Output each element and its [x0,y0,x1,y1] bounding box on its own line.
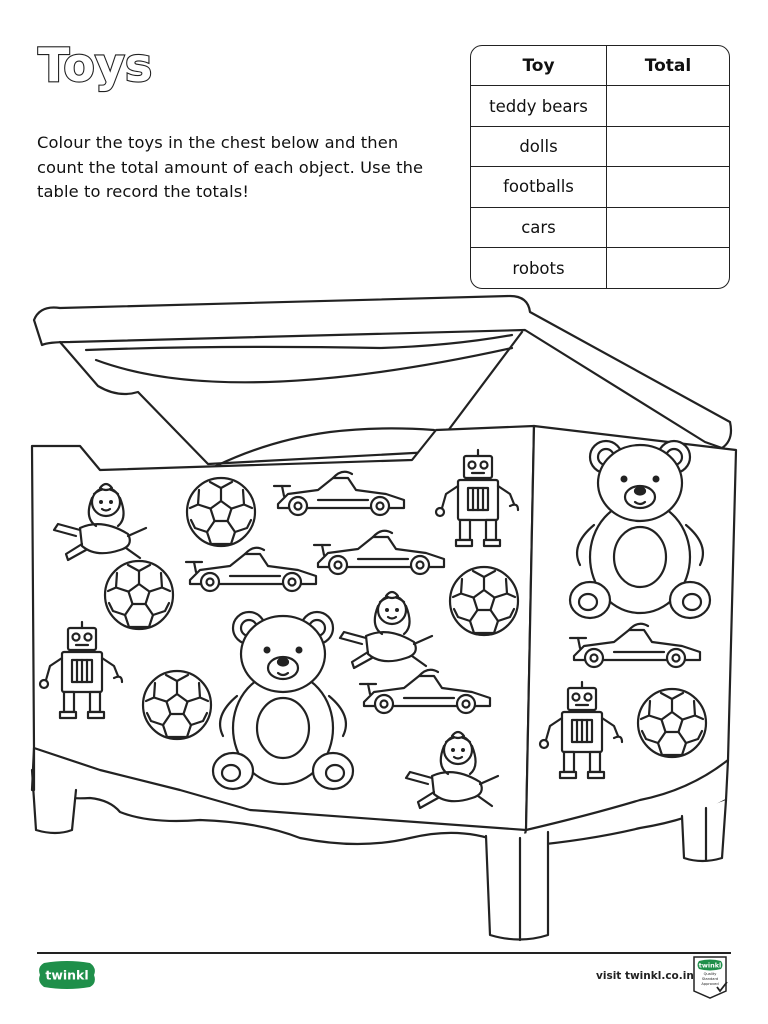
football-icon [187,478,255,546]
football-icon [638,689,706,757]
footer-divider [37,952,731,954]
quality-badge-icon [690,955,730,999]
total-cell[interactable] [607,167,729,206]
instructions-text: Colour the toys in the chest below and then count the total amount of each object. Use the table to record the totals! [37,133,424,201]
badge-brand: twinkl [698,961,722,970]
football-icon [143,671,211,739]
total-cell[interactable] [607,86,729,125]
toy-cell: cars [471,208,607,247]
total-cell[interactable] [607,127,729,166]
toy-cell: footballs [471,167,607,206]
table-row [471,248,729,288]
total-cell[interactable] [607,248,729,288]
football-icon [450,567,518,635]
table-header-row [471,46,729,86]
toy-cell: dolls [471,127,607,166]
table-row [471,167,729,207]
toy-cell: teddy bears [471,86,607,125]
header-toy: Toy [471,46,607,85]
table-row [471,86,729,126]
toy-cell: robots [471,248,607,288]
total-cell[interactable] [607,208,729,247]
table-row [471,208,729,248]
visit-link[interactable]: visit twinkl.co.in [596,970,694,982]
header-total: Total [644,55,692,76]
table-row [471,127,729,167]
football-icon [105,561,173,629]
twinkl-logo[interactable] [36,960,98,990]
toy-tally-table [470,45,730,289]
toy-chest-illustration [28,292,744,952]
logo-text: twinkl [45,967,89,983]
page-title [36,36,196,98]
title-text: Toys [38,38,153,92]
badge-text: Quality Standard Approved [701,972,719,986]
